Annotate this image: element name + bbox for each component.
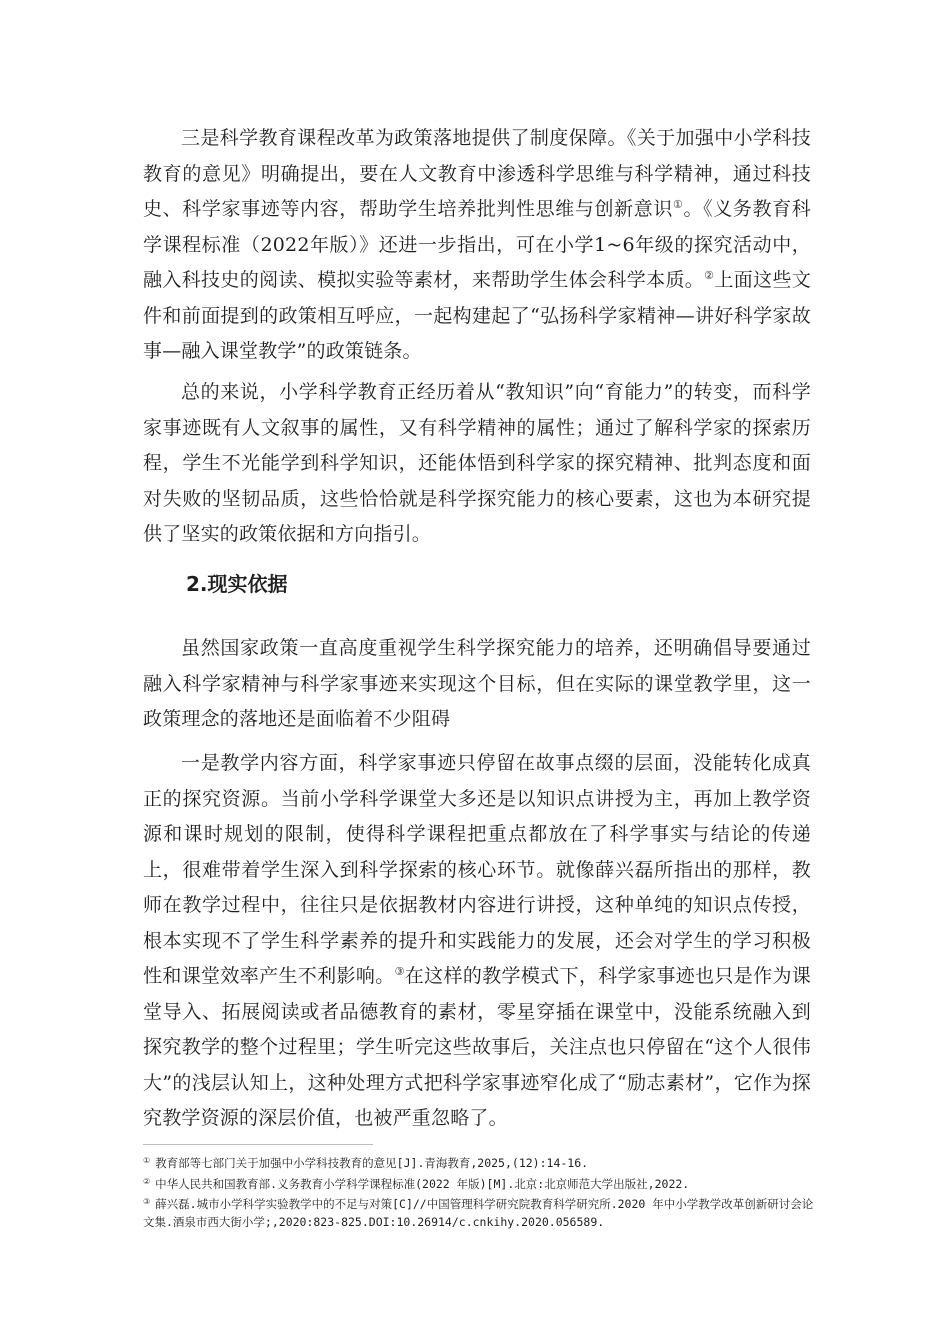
paragraph-text: 在这样的教学模式下，科学家事迹也只是作为课堂导入、拓展阅读或者品德教育的素材，零星穿插在课堂中，没能系统融入到探究教学的整个过程里；学生听完这些故事后，关注点也只停留在“这个人很伟大”的浅层认知上，这种处理方式把科学家事迹窄化成了“励志素材”，它作为探究教学资源的深层价值，也被严重忽略了。 (143, 965, 811, 1129)
paragraph-reality-intro: 虽然国家政策一直高度重视学生科学探究能力的培养，还明确倡导要通过融入科学家精神与科学家事迹来实现这个目标，但在实际的课堂教学里，这一政策理念的落地还是面临着不少阻碍 (143, 637, 811, 730)
footnote-mark: ② (143, 1176, 151, 1186)
footnote-text: 中华人民共和国教育部.义务教育小学科学课程标准(2022 年版)[M].北京:北京师范大学出版社,2022. (155, 1176, 690, 1191)
footnote-mark: ① (143, 1156, 151, 1165)
footnote-ref[interactable]: ③ (394, 965, 405, 978)
section-heading: 2.现实依据 (186, 572, 288, 596)
footnote-text: 薛兴磊.城市小学科学实验教学中的不足与对策[C]//中国管理科学研究院教育科学研究所.2020 年中小学教学改革创新研讨会论文集.酒泉市西大街小学;,2020:823-825.DOI:10.26914/c.cnkihy.2020.056589. (143, 1197, 814, 1229)
footnote-item (143, 1193, 823, 1231)
footnote-item (143, 1173, 823, 1194)
footnotes (143, 1152, 823, 1231)
footnote-item (143, 1152, 823, 1173)
paragraph-summary: 总的来说，小学科学教育正经历着从“教知识”向“育能力”的转变，而科学家事迹既有人文叙事的属性，又有科学精神的属性；通过了解科学家的探索历程，学生不光能学到科学知识，还能体悟到科学家的探究精神、批判态度和面对失败的坚韧品质，这些恰恰就是科学探究能力的核心要素，这也为本研究提供了坚实的政策依据和方向指引。 (143, 381, 811, 545)
paragraph-text: 三是科学教育课程改革为政策落地提供了制度保障。《关于加强中小学科技教育的意见》明确提出，要在人文教育中渗透科学思维与科学精神，通过科技史、科学家事迹等内容，帮助学生培养批判性思维与创新意识 (143, 127, 811, 220)
footnote-divider (143, 1144, 373, 1145)
footnote-text: 教育部等七部门关于加强中小学科技教育的意见[J].青海教育,2025,(12):14-16. (155, 1156, 589, 1170)
paragraph-text: 一是教学内容方面，科学家事迹只停留在故事点缀的层面，没能转化成真正的探究资源。当前小学科学课堂大多还是以知识点讲授为主，再加上教学资源和课时规划的限制，使得科学课程把重点都放在了科学事实与结论的传递上，很难带着学生深入到科学探索的核心环节。就像薛兴磊所指出的那样，教师在教学过程中，往往只是依据教材内容进行讲授，这种单纯的知识点传授，根本实现不了学生科学素养的提升和实践能力的发展，还会对学生的学习积极性和课堂效率产生不利影响。 (143, 752, 811, 987)
paragraph-policy-curriculum (143, 121, 811, 370)
paragraph-teaching-content (143, 746, 811, 1137)
footnote-ref[interactable]: ② (704, 269, 715, 282)
footnote-mark: ③ (143, 1197, 151, 1206)
paragraph-text: 。《义务教育科学课程标准（2022年版）》还进一步指出，可在小学1~6年级的探究活动中，融入科技史的阅读、模拟实验等素材，来帮助学生体会科学本质。 (143, 198, 811, 291)
footnote-ref[interactable]: ① (673, 198, 684, 211)
paragraph-text: 上面这些文件和前面提到的政策相互呼应，一起构建起了“弘扬科学家精神—讲好科学家故事—融入课堂教学”的政策链条。 (143, 269, 811, 362)
